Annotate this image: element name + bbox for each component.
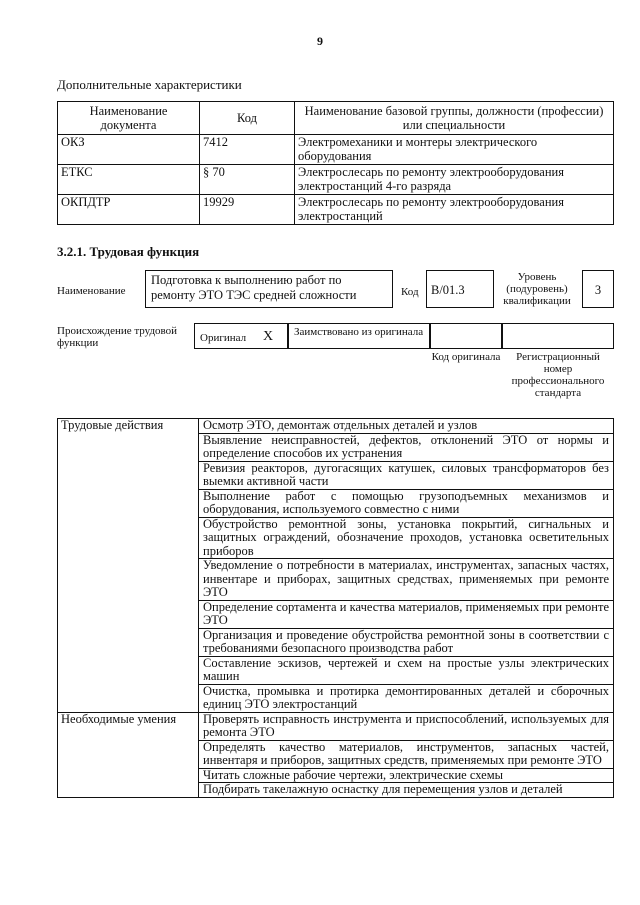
origin-borrowed-cell: Заимствовано из оригинала (288, 323, 430, 349)
list-item: Выполнение работ с помощью грузоподъемных механизмов и оборудования, используемого совместно с ними (199, 489, 614, 517)
classification-table (57, 101, 614, 225)
list-item: Проверять исправность инструмента и приспособлений, используемых для ремонта ЭТО (199, 712, 614, 740)
list-item: Очистка, промывка и протирка демонтированных деталей и сборочных единиц ЭТО электростанций (199, 684, 614, 712)
list-item: Ревизия реакторов, дугогасящих катушек, силовых трансформаторов без выемки активной части (199, 461, 614, 489)
function-heading: 3.2.1. Трудовая функция (57, 244, 200, 259)
section-label: Трудовые действия (58, 419, 199, 713)
list-item: Уведомление о потребности в материалах, инструментах, запасных частях, инвентаре и приборах, защитных средствах, применяемых при ремонте ЭТО (199, 559, 614, 601)
function-name-box: Подготовка к выполнению работ по ремонту ЭТО ТЭС средней сложности (145, 270, 393, 308)
origin-code-cell (430, 323, 502, 349)
list-item: Осмотр ЭТО, демонтаж отдельных деталей и узлов (199, 419, 614, 434)
function-code-box: B/01.3 (426, 270, 494, 308)
list-item: Обустройство ремонтной зоны, установка покрытий, сигнальных и защитных ограждений, обозначение проходов, установка осветительных приборов (199, 517, 614, 559)
table-row (58, 195, 614, 225)
origin-label: Происхождение трудовой функции (57, 325, 178, 349)
origin-reg-number-cell (502, 323, 614, 349)
list-item: Читать сложные рабочие чертежи, электрические схемы (199, 768, 614, 783)
qualification-level-box: 3 (582, 270, 614, 308)
row-name: Электрослесарь по ремонту электрооборудования электростанций (295, 195, 614, 225)
section-label: Необходимые умения (58, 712, 199, 797)
origin-original-cell (194, 323, 288, 349)
row-document: ОКЗ (58, 135, 200, 165)
qualification-level-label: Уровень (подуровень) квалификации (503, 271, 571, 307)
function-code-label: Код (401, 286, 419, 298)
function-name-label: Наименование (57, 285, 126, 297)
table-header-row (58, 102, 614, 135)
row-code: § 70 (200, 165, 295, 195)
row-code: 19929 (200, 195, 295, 225)
row-name: Электрослесарь по ремонту электрооборудования электростанций 4-го разряда (295, 165, 614, 195)
table-row (58, 165, 614, 195)
origin-mark: X (263, 329, 274, 344)
list-item: Определение сортамента и качества материалов, применяемых при ремонте ЭТО (199, 600, 614, 628)
page-number: 9 (317, 34, 323, 48)
list-item: Выявление неисправностей, дефектов, отклонений ЭТО от нормы и определение способов их устранения (199, 433, 614, 461)
table-row (58, 419, 614, 434)
table-row (58, 712, 614, 740)
list-item: Организация и проведение обустройства ремонтной зоны в соответствии с требованиями безопасного производства работ (199, 628, 614, 656)
row-name: Электромеханики и монтеры электрического оборудования (295, 135, 614, 165)
header-code: Код (200, 102, 295, 135)
header-document: Наименование документа (58, 102, 200, 135)
origin-code-caption: Код оригинала (431, 351, 501, 363)
origin-original-label: Оригинал (200, 332, 247, 344)
section-title: Дополнительные характеристики (57, 77, 242, 92)
header-group-name: Наименование базовой группы, должности (профессии) или специальности (295, 102, 614, 135)
list-item: Подбирать такелажную оснастку для перемещения узлов и деталей (199, 783, 614, 798)
row-document: ОКПДТР (58, 195, 200, 225)
list-item: Составление эскизов, чертежей и схем на простые узлы электрических машин (199, 656, 614, 684)
list-item: Определять качество материалов, инструментов, запасных частей, инвентаря и приборов, защитных средств, применяемых при ремонте ЭТО (199, 740, 614, 768)
row-document: ЕТКС (58, 165, 200, 195)
origin-reg-caption: Регистрационный номер профессионального стандарта (511, 351, 605, 399)
row-code: 7412 (200, 135, 295, 165)
duties-table (57, 418, 614, 798)
table-row (58, 135, 614, 165)
